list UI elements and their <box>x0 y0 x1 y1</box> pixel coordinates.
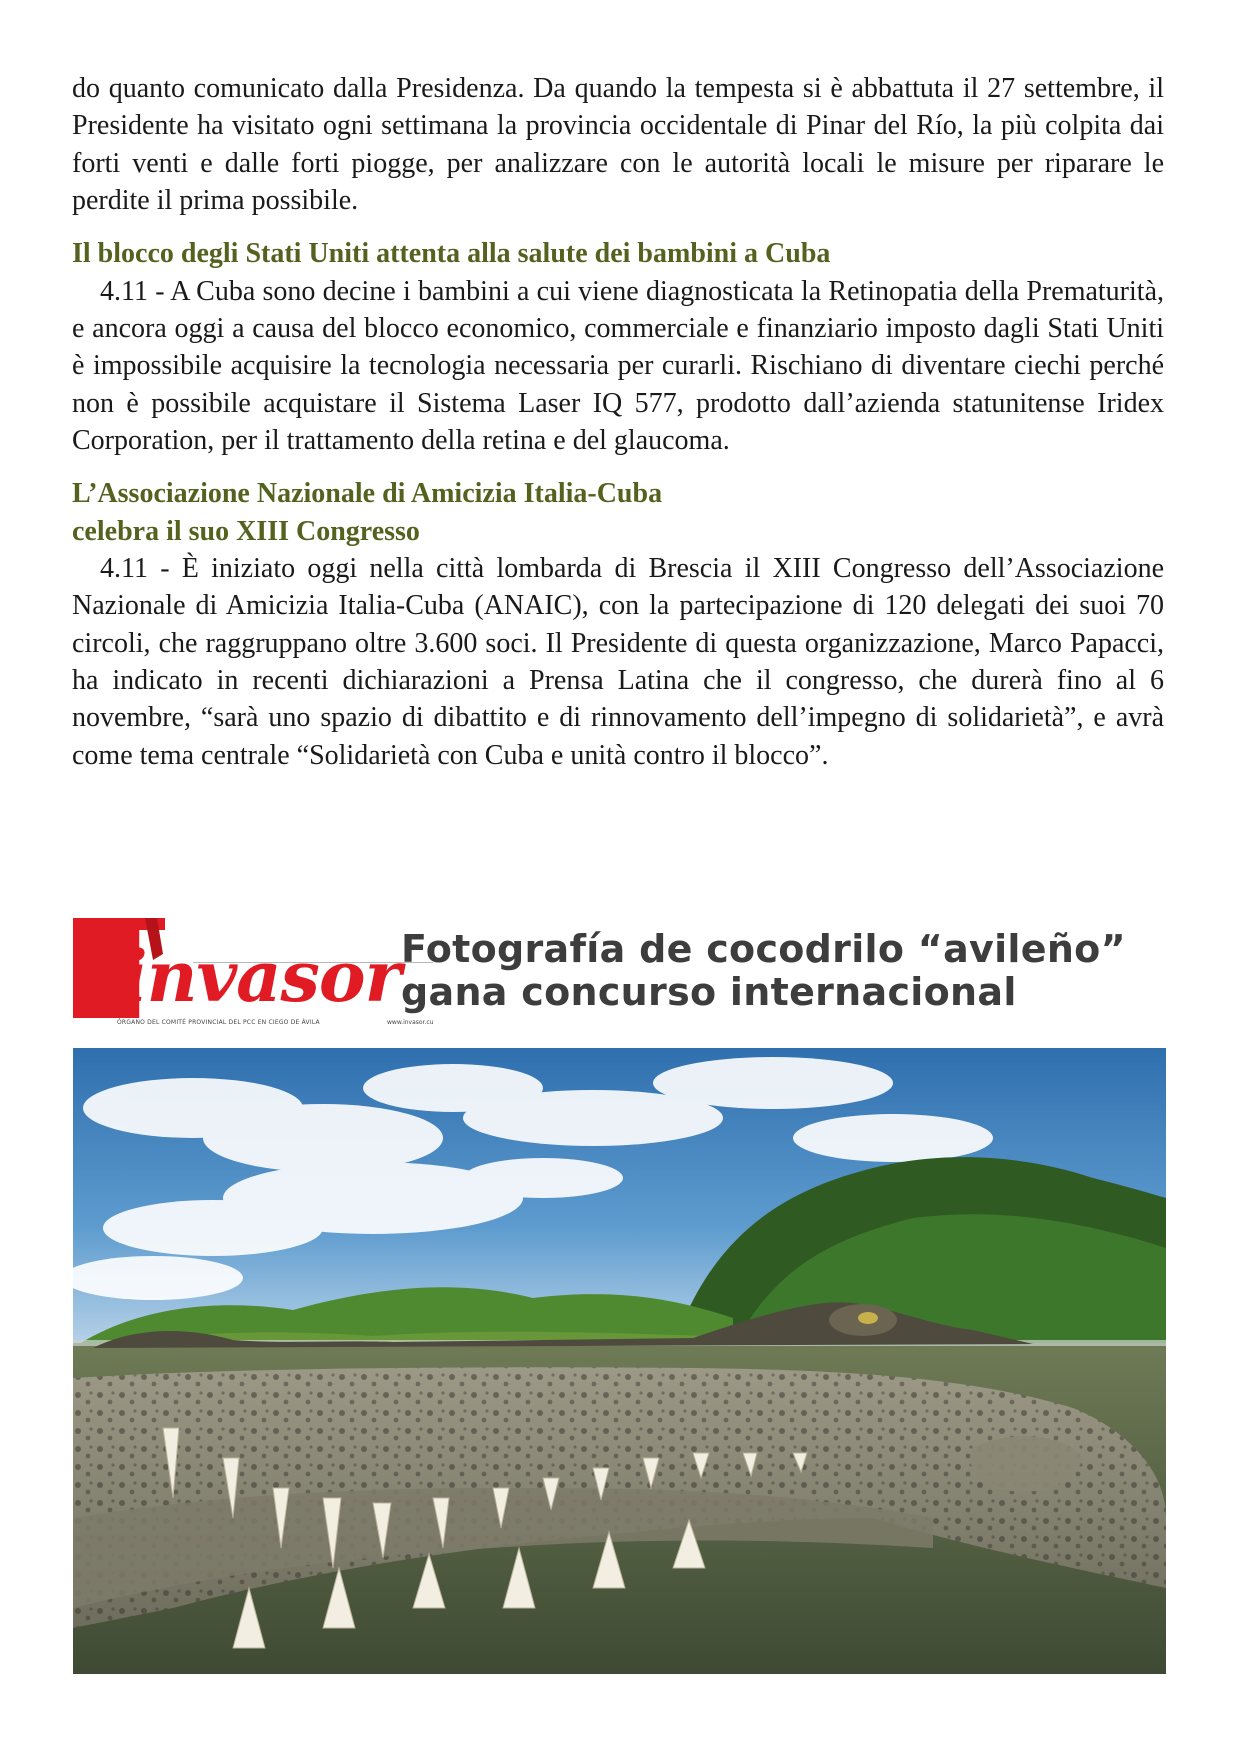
banner-title-line2: gana concurso internacional <box>401 970 1017 1014</box>
section-heading-congress-line1: L’Associazione Nazionale di Amicizia Italia-Cuba <box>72 478 663 510</box>
banner-title <box>401 928 1161 1014</box>
logo-url: www.invasor.cu <box>387 1019 434 1026</box>
intro-paragraph: do quanto comunicato dalla Presidenza. Da quando la tempesta si è abbattuta il 27 settembre, il Presidente ha visitato ogni settimana la provincia occidentale di Pinar del Río, la più colpita dai forti venti e dalle forti piogge, per analizzare con le autorità locali le misure per riparare le perdite il prima possibile. <box>72 73 1164 216</box>
logo-tagline: ÓRGANO DEL COMITÉ PROVINCIAL DEL PCC EN CIEGO DE ÁVILA <box>117 1019 320 1026</box>
news-banner <box>73 918 1165 1028</box>
crocodile-illustration <box>73 1048 1166 1674</box>
section-heading-blockade: Il blocco degli Stati Uniti attenta alla salute dei bambini a Cuba <box>72 238 831 270</box>
logo-word: invasor <box>121 935 401 1018</box>
section-heading-congress-line2: celebra il suo XIII Congresso <box>72 515 420 547</box>
invasor-logo <box>73 918 434 1028</box>
section-body-congress: 4.11 - È iniziato oggi nella città lombarda di Brescia il XIII Congresso dell’Associazione Nazionale di Amicizia Italia-Cuba (ANAIC), con la partecipazione di 120 delegati dei suoi 70 circoli, che raggruppano oltre 3.600 soci. Il Presidente di questa organizzazione, Marco Papacci, ha indicato in recenti dichiarazioni a Prensa Latina che il congresso, che durerà fino al 6 novembre, “sarà uno spazio di dibattito e di rinnovamento dell’impegno di solidarietà”, e avrà come tema centrale “Solidarietà con Cuba e unità contro il blocco”. <box>72 553 1164 771</box>
crocodile-photo <box>73 1048 1166 1674</box>
section-body-blockade: 4.11 - A Cuba sono decine i bambini a cui viene diagnosticata la Retinopatia della Prematurità, e ancora oggi a causa del blocco economico, commerciale e finanziario imposto dagli Stati Uniti è impossibile acquisire la tecnologia necessaria per curarli. Rischiano di diventare ciechi perché non è possibile acquistare il Sistema Laser IQ 577, prodotto dall’azienda statunitense Iridex Corporation, per il trattamento della retina e del glaucoma. <box>72 275 1164 456</box>
article-text <box>72 70 1164 774</box>
banner-title-line1: Fotografía de cocodrilo “avileño” <box>401 927 1126 971</box>
